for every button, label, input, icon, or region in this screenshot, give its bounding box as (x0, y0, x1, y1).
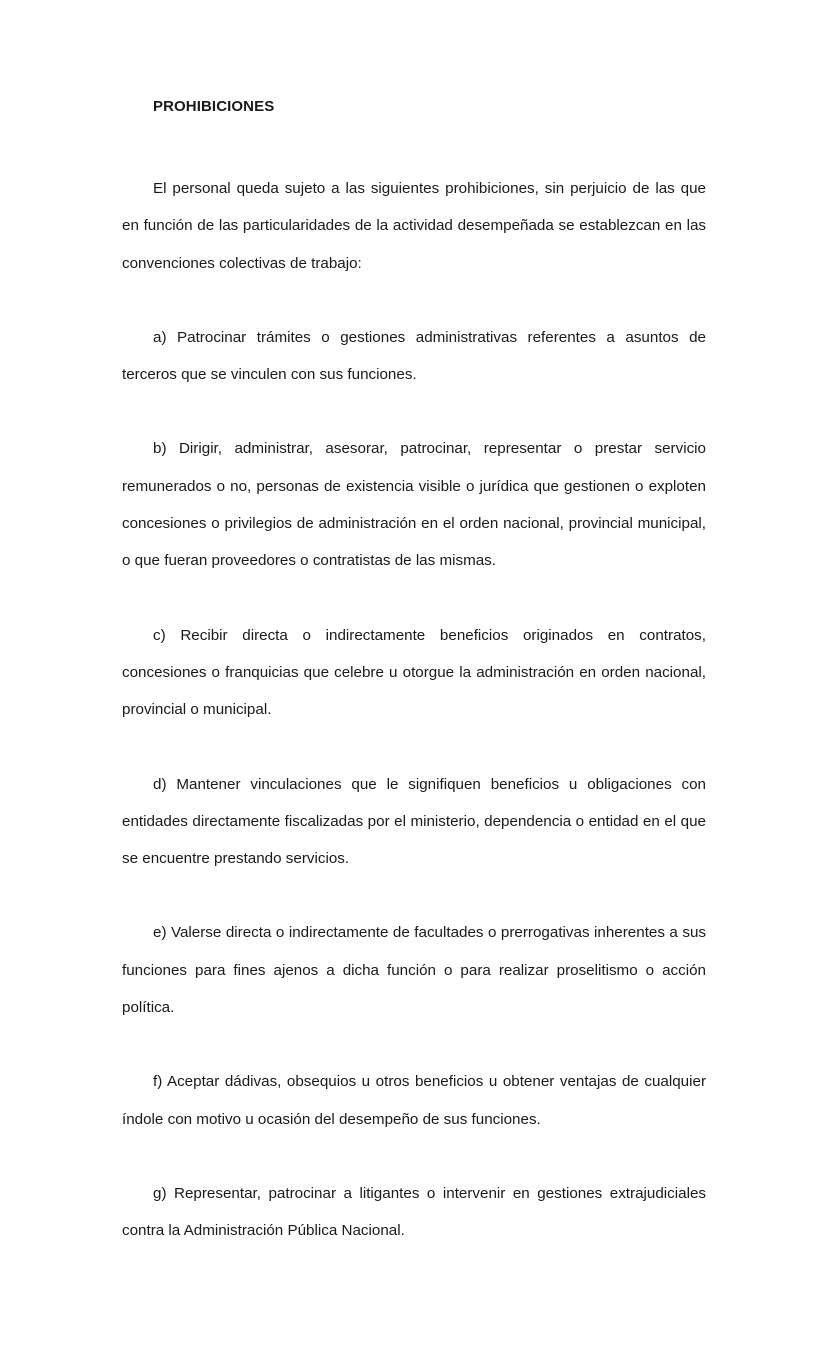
document-body (122, 96, 706, 1250)
prohibition-item-d: d) Mantener vinculaciones que le signifiquen beneficios u obligaciones con entidades directamente fiscalizadas por el ministerio, dependencia o entidad en el que se encuentre prestando servicios. (122, 775, 706, 868)
prohibition-item-f: f) Aceptar dádivas, obsequios u otros beneficios u obtener ventajas de cualquier índole con motivo u ocasión del desempeño de sus funciones. (122, 1073, 706, 1128)
prohibition-item-a: a) Patrocinar trámites o gestiones administrativas referentes a asuntos de terceros que se vinculen con sus funciones. (122, 328, 706, 384)
prohibition-item-c: c) Recibir directa o indirectamente beneficios originados en contratos, concesiones o franquicias que celebre u otorgue la administración en orden nacional, provincial o municipal. (122, 626, 706, 719)
page-title: PROHIBICIONES (153, 98, 275, 115)
intro-paragraph: El personal queda sujeto a las siguientes prohibiciones, sin perjuicio de las que en función de las particularidades de la actividad desempeñada se establezcan en las convenciones colectivas de trabajo: (122, 180, 706, 272)
prohibition-item-g: g) Representar, patrocinar a litigantes o intervenir en gestiones extrajudiciales contra la Administración Pública Nacional. (122, 1184, 706, 1240)
prohibition-item-e: e) Valerse directa o indirectamente de facultades o prerrogativas inherentes a sus funciones para fines ajenos a dicha función o para realizar proselitismo o acción política. (122, 924, 706, 1017)
prohibition-item-b: b) Dirigir, administrar, asesorar, patrocinar, representar o prestar servicio remunerados o no, personas de existencia visible o jurídica que gestionen o exploten concesiones o privilegios de administración en el orden nacional, provincial municipal, o que fueran proveedores o contratistas de las mismas. (122, 440, 706, 570)
